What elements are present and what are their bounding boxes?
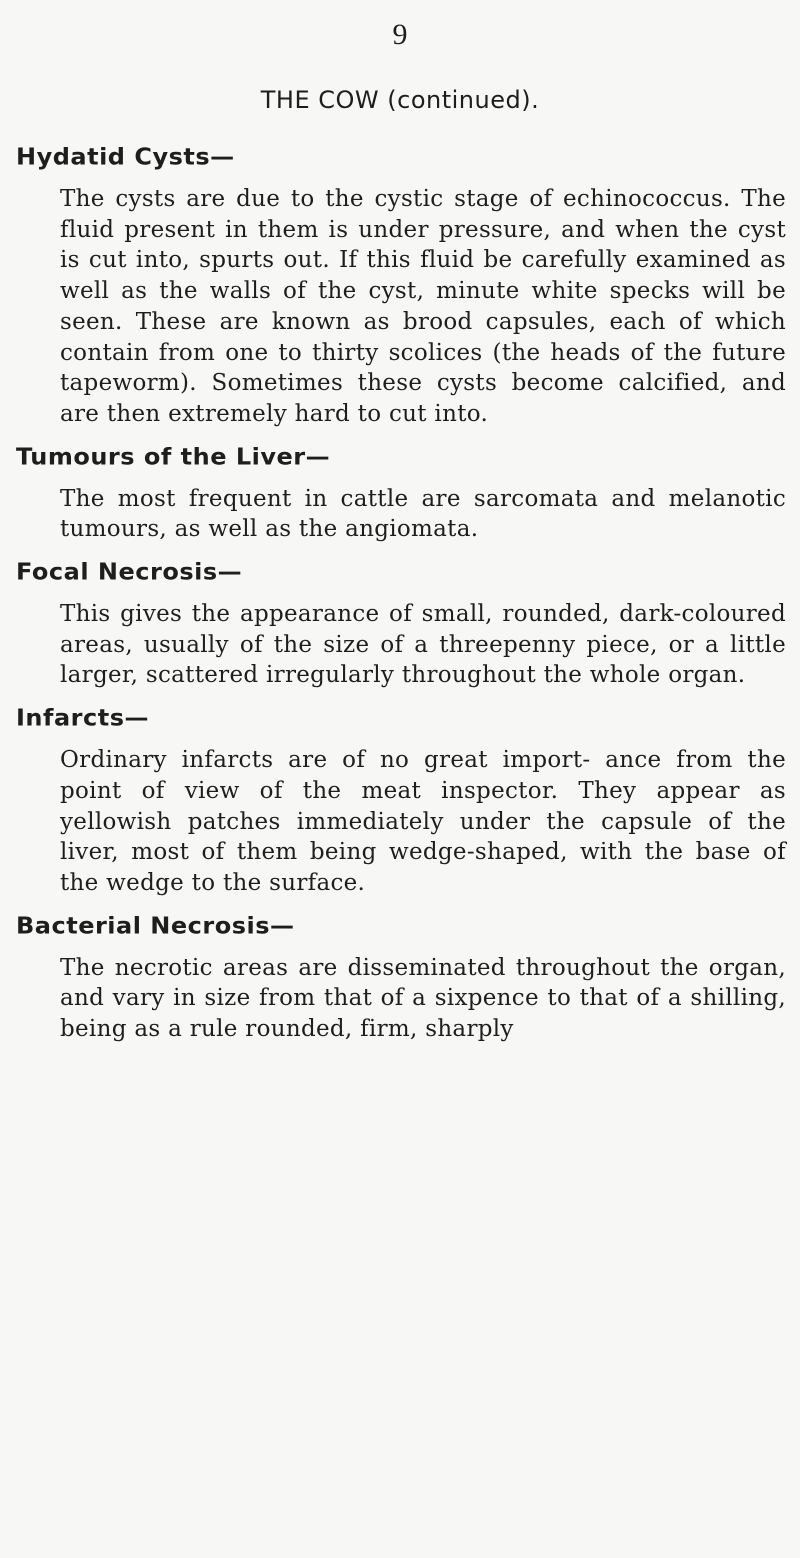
page-number: 9 xyxy=(392,18,408,51)
section-bacterial-necrosis xyxy=(16,909,786,1045)
section-body: The cysts are due to the cystic stage of echinococcus. The fluid present in them is under pressure, and when the cyst is cut into, spurts out. If this fluid be carefully examined as well as the walls of the cyst, minute white specks will be seen. These are known as brood capsules, each of which contain from one to thirty scolices (the heads of the future tapeworm). Sometimes these cysts become calcified, and are then extremely hard to cut into. xyxy=(60,186,786,427)
section-heading: Infarcts— xyxy=(16,704,149,732)
section-heading: Hydatid Cysts— xyxy=(16,143,235,171)
page-body xyxy=(16,140,786,1055)
section-hydatid-cysts xyxy=(16,140,786,430)
running-title: THE COW (continued). xyxy=(260,86,540,114)
section-infarcts xyxy=(16,701,786,899)
section-tumours-of-the-liver xyxy=(16,440,786,545)
section-heading: Bacterial Necrosis— xyxy=(16,912,295,939)
section-body: This gives the appearance of small, rounded, dark-coloured areas, usually of the size of a threepenny piece, or a little larger, scattered irregularly throughout the whole organ. xyxy=(60,601,786,689)
section-body: The necrotic areas are disseminated throughout the organ, and vary in size from that of a sixpence to that of a shilling, being as a rule rounded, firm, sharply xyxy=(60,954,786,1043)
section-heading: Tumours of the Liver— xyxy=(16,443,331,470)
section-body: The most frequent in cattle are sarcomata and melanotic tumours, as well as the angiomata. xyxy=(60,485,786,543)
section-heading: Focal Necrosis— xyxy=(16,558,243,586)
section-body: Ordinary infarcts are of no great import- ance from the point of view of the meat inspector. They appear as yellowish patches immediately under the capsule of the liver, most of them being wedge-shaped, with the base of the wedge to the surface. xyxy=(60,747,786,896)
section-focal-necrosis xyxy=(16,555,786,691)
